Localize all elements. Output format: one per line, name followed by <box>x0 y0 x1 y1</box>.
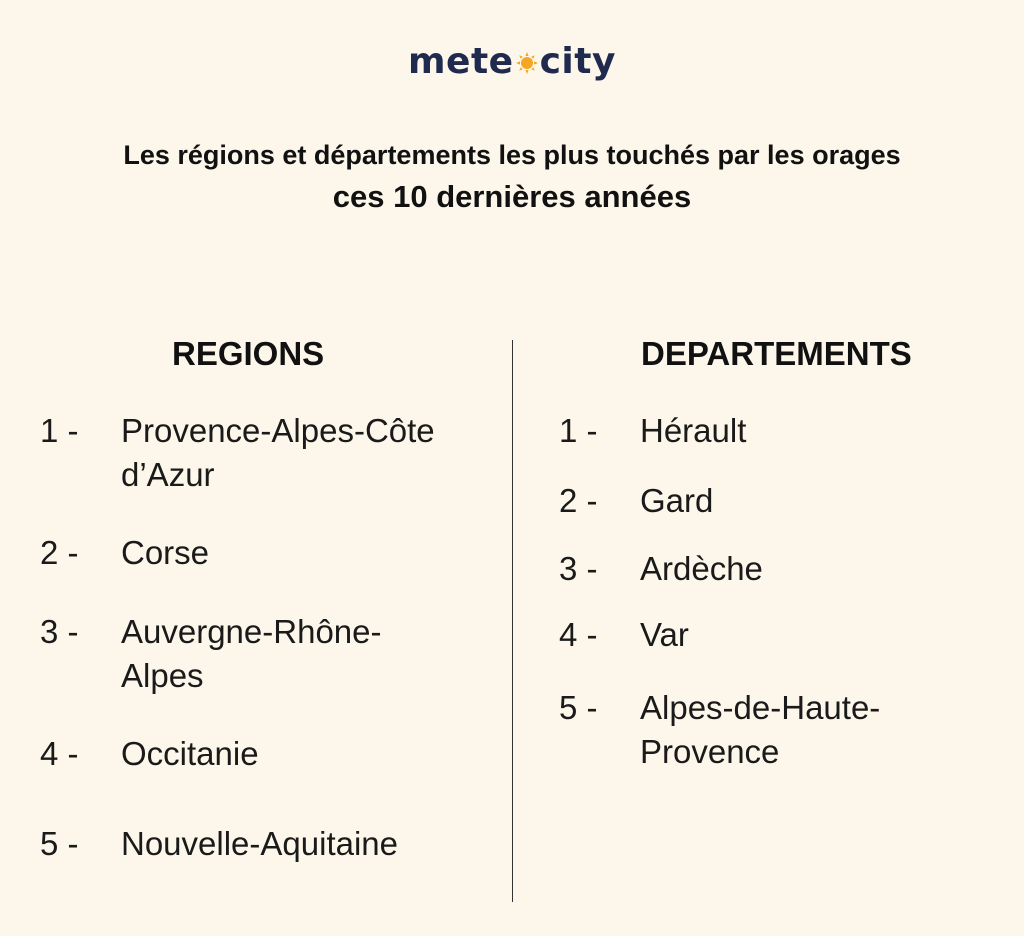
departement-name: Var <box>640 616 689 653</box>
departement-name: Hérault <box>640 412 747 449</box>
rank-number: 4 - <box>40 735 79 772</box>
departement-name: Gard <box>640 482 714 519</box>
meteocity-logo <box>0 40 1024 84</box>
region-name: Corse <box>121 534 210 571</box>
rank-number: 4 - <box>559 616 598 653</box>
region-name: Nouvelle-Aquitaine <box>121 825 399 862</box>
departements-heading: DEPARTEMENTS <box>641 335 912 372</box>
regions-heading: REGIONS <box>172 335 325 372</box>
region-name: Auvergne-Rhône-Alpes <box>121 613 382 694</box>
region-name: Occitanie <box>121 735 259 772</box>
page-title: Les régions et départements les plus touchés par les orages <box>123 140 901 170</box>
departement-name: Ardèche <box>640 550 763 587</box>
column-divider <box>512 340 513 902</box>
rank-number: 2 - <box>559 482 598 519</box>
rank-number: 5 - <box>40 825 79 862</box>
region-name: Provence-Alpes-Côte d’Azur <box>121 412 435 493</box>
rank-number: 1 - <box>40 412 79 449</box>
sun-icon <box>516 52 538 74</box>
rank-number: 3 - <box>559 550 598 587</box>
rank-number: 2 - <box>40 534 79 571</box>
departement-name: Alpes-de-Haute-Provence <box>640 689 881 770</box>
page-subtitle: ces 10 dernières années <box>332 179 692 214</box>
rank-number: 1 - <box>559 412 598 449</box>
rank-number: 3 - <box>40 613 79 650</box>
rank-number: 5 - <box>559 689 598 726</box>
logo-text-mete: mete <box>408 41 514 82</box>
logo-text-city: city <box>539 41 616 82</box>
